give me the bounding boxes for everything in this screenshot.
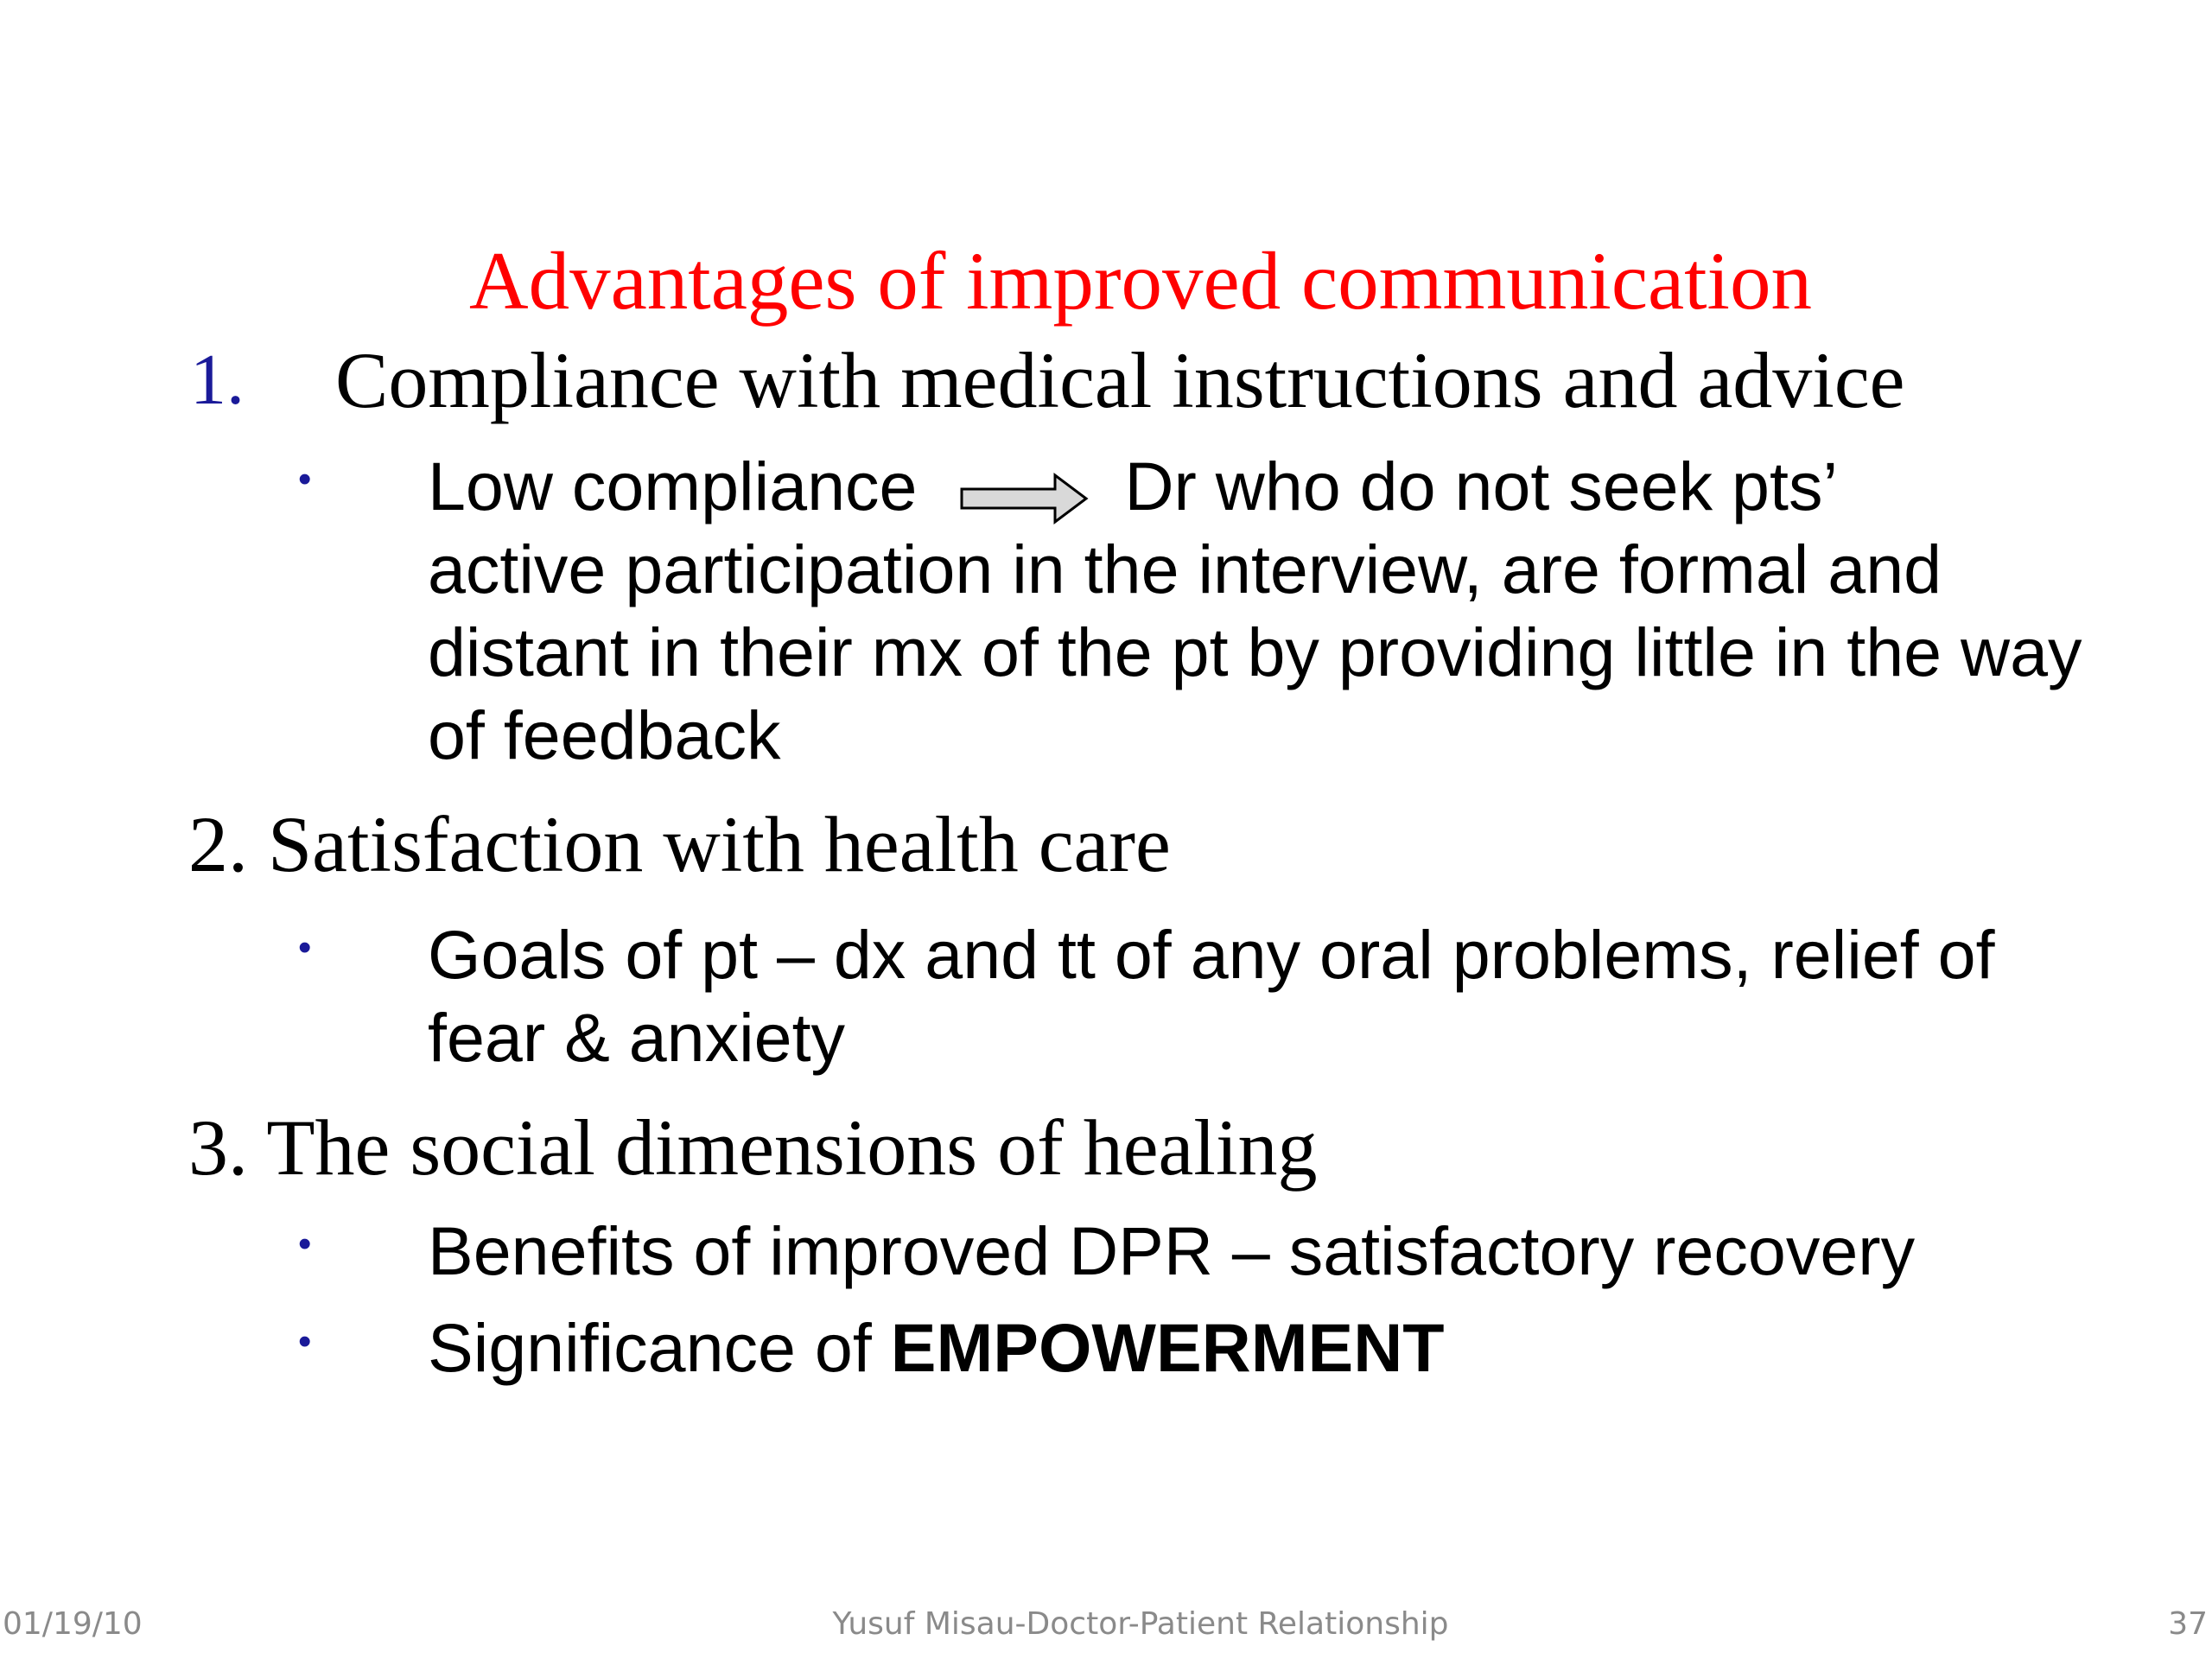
section-2-heading: 2. Satisfaction with health care [188,800,1171,888]
bullet-1-1-text [428,445,2087,777]
bullet-2-1-marker: • [298,926,312,969]
bullet-3-1-marker: • [298,1223,312,1265]
section-1-heading: Compliance with medical instructions and advice [335,336,1905,424]
right-arrow-icon [960,473,1090,524]
bullet-3-2-normal: Significance of [428,1309,891,1386]
footer-date: 01/19/10 [3,1606,143,1642]
footer-title: Yusuf Misau-Doctor-Patient Relationship [832,1606,1449,1642]
bullet-2-1-text: Goals of pt – dx and tt of any oral problems, relief of fear & anxiety [428,916,1995,1076]
bullet-1-1-marker: • [298,458,312,500]
bullet-3-2-text [428,1306,2087,1389]
slide-title: Advantages of improved communication [469,235,1812,327]
bullet-3-1-text: Benefits of improved DPR – satisfactory recovery [428,1212,1916,1289]
bullet-3-2-bold: EMPOWERMENT [890,1309,1445,1386]
bullet-1-1-continuation: active participation in the interview, are formal and distant in their mx of the pt by providing little in the way of feedback [428,531,2082,773]
section-1-number: 1. [190,340,245,420]
footer-page-number: 37 [2168,1606,2208,1642]
bullet-1-1-after-arrow: Dr who do not seek pts’ [1124,448,1838,524]
bullet-1-1-before-arrow: Low compliance [428,448,918,524]
bullet-3-2-marker: • [298,1320,312,1363]
section-3-heading: 3. The social dimensions of healing [188,1103,1318,1192]
bullet-1-1-first-line [428,445,2087,528]
